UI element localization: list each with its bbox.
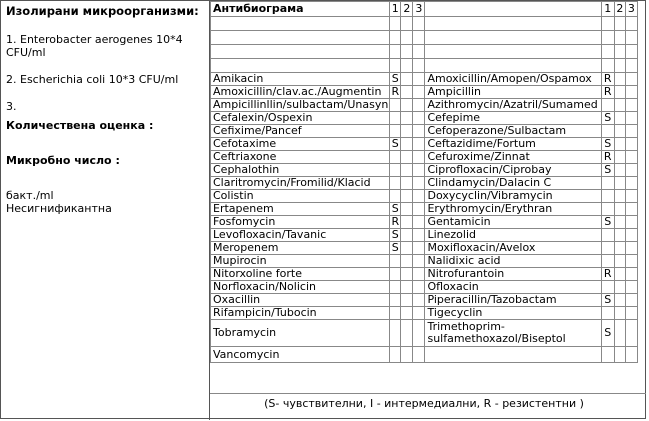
empty-cell (425, 45, 601, 59)
table-row (211, 216, 638, 229)
col-header: 3 (413, 2, 425, 17)
result-cell (401, 281, 413, 294)
microb-label: Микробно число : (6, 154, 120, 167)
result-cell (413, 307, 425, 320)
antibiotic-name: Amoxicillin/clav.ac./Augmentin (211, 86, 390, 99)
antibiotic-name: Cefotaxime (211, 138, 390, 151)
empty-cell (390, 59, 401, 73)
result-cell (614, 347, 625, 363)
result-cell (413, 216, 425, 229)
result-cell (413, 255, 425, 268)
result-cell (614, 268, 625, 281)
result-cell (625, 86, 637, 99)
result-cell (625, 281, 637, 294)
antibiotic-name: Nitorxoline forte (211, 268, 390, 281)
result-cell (401, 255, 413, 268)
result-cell (401, 320, 413, 347)
result-cell (614, 307, 625, 320)
antibiogram-panel (210, 1, 647, 420)
result-cell (413, 203, 425, 216)
antibiotic-name: Oxacillin (211, 294, 390, 307)
result-cell (614, 320, 625, 347)
antibiotic-name: Mupirocin (211, 255, 390, 268)
result-cell (390, 190, 401, 203)
table-row (211, 347, 638, 363)
result-cell (601, 125, 614, 138)
result-cell (401, 294, 413, 307)
result-cell: S (390, 242, 401, 255)
result-cell (614, 86, 625, 99)
unit-text: бакт./ml (6, 189, 54, 202)
result-cell (614, 216, 625, 229)
antibiotic-name: Ceftazidime/Fortum (425, 138, 601, 151)
result-cell (413, 281, 425, 294)
antibiotic-name: Ampicillinllin/sulbactam/Unasyn (211, 99, 390, 112)
result-cell (401, 268, 413, 281)
empty-cell (425, 59, 601, 73)
result-cell (390, 294, 401, 307)
table-row (211, 294, 638, 307)
result-cell (614, 73, 625, 86)
result-cell (601, 177, 614, 190)
result-cell (614, 151, 625, 164)
antibiotic-name: Cefalexin/Ospexin (211, 112, 390, 125)
empty-cell (614, 45, 625, 59)
result-cell (413, 112, 425, 125)
legend-divider (210, 393, 646, 394)
empty-cell (625, 45, 637, 59)
result-cell (390, 112, 401, 125)
empty-cell (211, 59, 390, 73)
result-cell (413, 177, 425, 190)
result-cell (614, 190, 625, 203)
empty-cell (390, 31, 401, 45)
antibiotic-name: Ofloxacin (425, 281, 601, 294)
antibiotic-name: Levofloxacin/Tavanic (211, 229, 390, 242)
result-cell (401, 151, 413, 164)
col-header: 1 (601, 2, 614, 17)
result-cell (390, 255, 401, 268)
result-cell (601, 242, 614, 255)
antibiotic-name: Cefepime (425, 112, 601, 125)
empty-cell (211, 17, 390, 31)
result-cell (413, 125, 425, 138)
result-cell (601, 190, 614, 203)
result-cell: S (601, 138, 614, 151)
table-row (211, 86, 638, 99)
empty-cell (625, 31, 637, 45)
result-cell (625, 255, 637, 268)
antibiotic-name: Nitrofurantoin (425, 268, 601, 281)
result-cell: S (390, 229, 401, 242)
result-cell (413, 138, 425, 151)
antibiotic-name: Rifampicin/Tubocin (211, 307, 390, 320)
antibiotic-name: Erythromycin/Erythran (425, 203, 601, 216)
result-cell (614, 112, 625, 125)
result-cell (601, 281, 614, 294)
result-cell (625, 347, 637, 363)
empty-cell (390, 17, 401, 31)
result-cell (614, 242, 625, 255)
result-cell (413, 347, 425, 363)
table-row (211, 112, 638, 125)
result-cell (625, 268, 637, 281)
empty-cell (390, 45, 401, 59)
organisms-panel (1, 1, 210, 420)
result-cell (401, 229, 413, 242)
result-cell (390, 281, 401, 294)
result-cell (413, 320, 425, 347)
result-cell (614, 294, 625, 307)
empty-cell (401, 59, 413, 73)
result-cell (401, 125, 413, 138)
antibiotic-name: Amikacin (211, 73, 390, 86)
organisms-heading: Изолирани микроорганизми: (6, 4, 199, 18)
antibiotic-name: Azithromycin/Azatril/Sumamed (425, 99, 601, 112)
table-row (211, 268, 638, 281)
result-cell (401, 216, 413, 229)
empty-cell (601, 45, 614, 59)
result-cell: R (391, 85, 400, 98)
result-cell (401, 190, 413, 203)
empty-cell (413, 45, 425, 59)
result-cell (390, 177, 401, 190)
empty-cell (401, 31, 413, 45)
empty-cell (601, 31, 614, 45)
empty-cell (425, 17, 601, 31)
quant-label: Количествена оценка : (6, 119, 154, 132)
result-cell (614, 229, 625, 242)
result-cell (614, 164, 625, 177)
result-cell (614, 177, 625, 190)
result-cell (413, 151, 425, 164)
empty-row (211, 31, 638, 45)
table-row (211, 320, 638, 347)
table-row (211, 73, 638, 86)
antibiotic-name: Moxifloxacin/Avelox (425, 242, 601, 255)
table-row (211, 151, 638, 164)
table-row (211, 255, 638, 268)
table-row (211, 229, 638, 242)
empty-cell (401, 45, 413, 59)
result-cell (390, 99, 401, 112)
result-cell (614, 203, 625, 216)
result-cell (401, 86, 413, 99)
result-cell (401, 177, 413, 190)
organism-3: 3. (6, 100, 17, 113)
table-row (211, 203, 638, 216)
antibiotic-name: Nalidixic acid (425, 255, 601, 268)
result-cell (413, 164, 425, 177)
significance-text: Несигнификантна (6, 202, 112, 215)
result-cell: S (390, 203, 401, 216)
empty-row (211, 45, 638, 59)
antibiotic-name: Piperacillin/Tazobactam (425, 294, 601, 307)
result-cell: R (601, 268, 614, 281)
empty-cell (601, 59, 614, 73)
result-cell (625, 164, 637, 177)
antibiotic-name: Cefoperazone/Sulbactam (425, 125, 601, 138)
antibiotic-name: Clindamycin/Dalacin C (425, 177, 601, 190)
col-header: 3 (625, 2, 637, 17)
empty-cell (614, 59, 625, 73)
empty-cell (413, 17, 425, 31)
result-cell (601, 99, 614, 112)
result-cell (625, 229, 637, 242)
result-cell (390, 125, 401, 138)
antibiotic-name: Ceftriaxone (211, 151, 390, 164)
result-cell (401, 307, 413, 320)
empty-cell (614, 17, 625, 31)
table-row (211, 138, 638, 151)
table-row (211, 242, 638, 255)
result-cell (614, 99, 625, 112)
result-cell (413, 86, 425, 99)
empty-cell (211, 31, 390, 45)
result-cell (614, 138, 625, 151)
antibiotic-name: Fosfomycin (211, 216, 390, 229)
result-cell (625, 138, 637, 151)
result-cell (413, 229, 425, 242)
organism-1: 1. Enterobacter aerogenes 10*4 CFU/ml (6, 33, 183, 59)
antibiotic-name: Vancomycin (211, 347, 390, 363)
result-cell (390, 151, 401, 164)
antibiotic-name: Claritromycin/Fromilid/Klacid (211, 177, 390, 190)
result-cell (625, 242, 637, 255)
result-cell (401, 164, 413, 177)
empty-cell (413, 59, 425, 73)
result-cell: S (601, 294, 614, 307)
result-cell (401, 138, 413, 151)
table-row (211, 307, 638, 320)
result-cell (413, 268, 425, 281)
result-cell (401, 203, 413, 216)
antibiotic-name: Ciprofloxacin/Ciprobay (425, 164, 601, 177)
result-cell (625, 177, 637, 190)
empty-row (211, 59, 638, 73)
legend-text: (S- чувствителни, I - интермедиални, R - резистентни ) (264, 397, 584, 410)
empty-cell (211, 45, 390, 59)
empty-cell (625, 17, 637, 31)
result-cell: S (601, 320, 614, 347)
result-cell (601, 229, 614, 242)
result-cell (401, 73, 413, 86)
result-cell (625, 99, 637, 112)
result-cell (625, 320, 637, 347)
result-cell: S (601, 164, 614, 177)
result-cell (625, 294, 637, 307)
table-row (211, 177, 638, 190)
result-cell (413, 294, 425, 307)
result-cell (625, 216, 637, 229)
empty-cell (614, 31, 625, 45)
antibiotic-name: Norfloxacin/Nolicin (211, 281, 390, 294)
result-cell (614, 125, 625, 138)
antibiotic-name: Doxycyclin/Vibramycin (425, 190, 601, 203)
result-cell (625, 203, 637, 216)
result-cell (390, 320, 401, 347)
result-cell (401, 99, 413, 112)
table-row (211, 125, 638, 138)
col-header: 2 (614, 2, 625, 17)
result-cell (614, 255, 625, 268)
antibiotic-name: Trimethoprim-sulfamethoxazol/Biseptol (425, 320, 601, 347)
result-cell: S (390, 73, 401, 86)
col-header: 1 (390, 2, 401, 17)
antibiotic-name: Gentamicin (425, 216, 601, 229)
result-cell: R (601, 73, 614, 86)
result-cell (390, 164, 401, 177)
result-cell (401, 112, 413, 125)
antibiotic-name: Cefuroxime/Zinnat (425, 151, 601, 164)
result-cell: S (601, 112, 614, 125)
antibiotic-name (425, 347, 601, 363)
antibiotic-name: Cefixime/Pancef (211, 125, 390, 138)
table-header-row (211, 2, 638, 17)
table-header-blank (425, 2, 601, 17)
result-cell (625, 112, 637, 125)
antibiotic-name: Amoxicillin/Amopen/Ospamox (425, 73, 601, 86)
result-cell (390, 347, 401, 363)
empty-cell (401, 17, 413, 31)
result-cell: R (601, 151, 614, 164)
empty-row (211, 17, 638, 31)
result-cell (401, 347, 413, 363)
result-cell (625, 151, 637, 164)
result-cell (401, 242, 413, 255)
antibiotic-name: Meropenem (211, 242, 390, 255)
col-header: 2 (401, 2, 413, 17)
result-cell: R (391, 215, 400, 228)
result-cell (390, 307, 401, 320)
result-cell (601, 203, 614, 216)
result-cell: S (390, 138, 401, 151)
empty-cell (425, 31, 601, 45)
antibiotic-name: Ampicillin (425, 86, 601, 99)
antibiotic-name: Colistin (211, 190, 390, 203)
result-cell (625, 125, 637, 138)
antibiogram-table (210, 1, 638, 363)
antibiotic-name: Tigecyclin (425, 307, 601, 320)
result-cell (625, 190, 637, 203)
empty-cell (625, 59, 637, 73)
result-cell (601, 347, 614, 363)
result-cell (413, 190, 425, 203)
antibiotic-name: Ertapenem (211, 203, 390, 216)
result-cell (625, 307, 637, 320)
result-cell (614, 281, 625, 294)
empty-cell (601, 17, 614, 31)
organism-2: 2. Escherichia coli 10*3 CFU/ml (6, 73, 179, 86)
result-cell (390, 268, 401, 281)
table-header-title: Антибиограма (211, 2, 390, 17)
antibiotic-name: Tobramycin (211, 320, 390, 347)
antibiotic-name: Linezolid (425, 229, 601, 242)
empty-cell (413, 31, 425, 45)
result-cell (413, 99, 425, 112)
result-cell (413, 73, 425, 86)
result-cell (601, 307, 614, 320)
table-row (211, 281, 638, 294)
result-cell: R (601, 86, 614, 99)
table-row (211, 99, 638, 112)
table-row (211, 164, 638, 177)
result-cell (601, 255, 614, 268)
table-row (211, 190, 638, 203)
antibiotic-name: Cephalothin (211, 164, 390, 177)
result-cell: S (601, 216, 614, 229)
result-cell (413, 242, 425, 255)
result-cell (625, 73, 637, 86)
